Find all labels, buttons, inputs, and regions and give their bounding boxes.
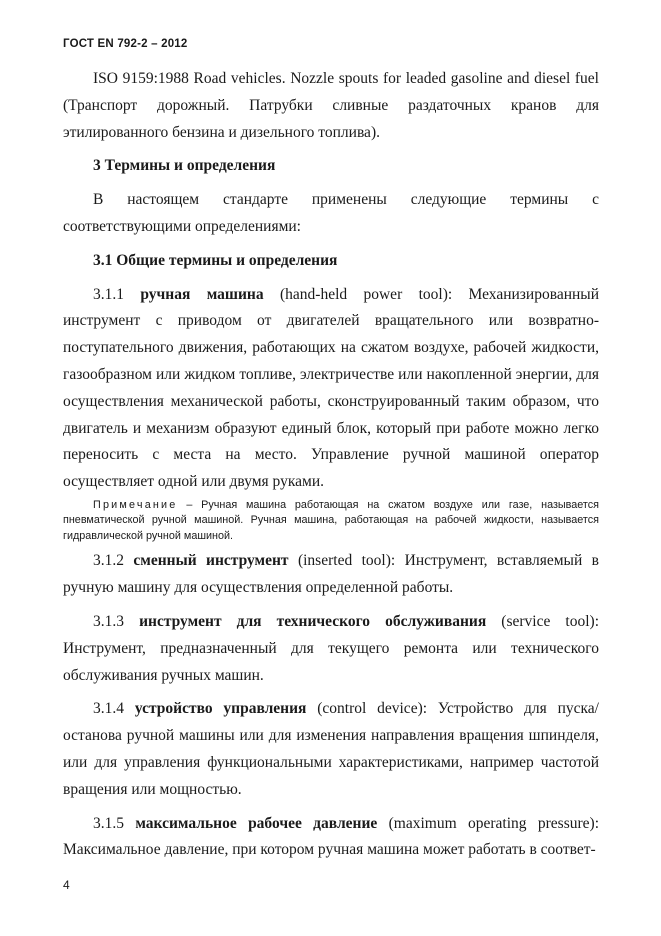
term-3-1-3 [63, 609, 599, 689]
section-3-intro: В настоящем стандарте применены следующие термины с соответствующими определениями: [63, 191, 599, 235]
term-definition: (control device): Устройство для пуска/останова ручной машины или для изменения направления вращения шпинделя, или для управления функциональными характеристиками, например частотой вращения или мощностью. [63, 700, 599, 798]
section-3-1-heading: 3.1 Общие термины и определения [93, 251, 338, 269]
normative-reference-paragraph: ISO 9159:1988 Road vehicles. Nozzle spouts for leaded gasoline and diesel fuel (Транспорт дорожный. Патрубки сливные раздаточных кранов для этилированного бензина и дизельного топлива). [63, 70, 599, 141]
term-definition: (service tool): Инструмент, предназначенный для текущего ремонта или технического обслуживания ручных машин. [63, 613, 600, 684]
term-definition: (hand-held power tool): Механизированный инструмент с приводом от двигателей вращательного или возвратно-поступательного движения, работающих на сжатом воздухе, рабочей жидкости, газообразном или жидком топливе, электричестве или накопленной энергии, для осуществления механической работы, сконструированный таким образом, что двигатель и механизм образуют единый блок, который при работе можно легко переносить с места на место. Управление ручной машиной оператор осуществляет одной или двумя руками. [63, 285, 600, 491]
term-name: ручная машина [140, 285, 264, 303]
term-3-1-5 [63, 811, 599, 865]
page-body [63, 66, 599, 864]
page-number: 4 [63, 878, 70, 892]
term-3-1-1 [63, 282, 599, 496]
note-label: Примечание [93, 498, 178, 511]
term-number: 3.1.5 [93, 814, 124, 832]
term-definition: (maximum operating pressure): Максимальное давление, при котором ручная машина может работать в соответ- [63, 814, 600, 859]
term-number: 3.1.4 [93, 700, 124, 718]
note-text: – Ручная машина работающая на сжатом воздухе или газе, называется пневматической ручной машиной. Ручная машина, работающая на рабочей жидкости, называется гидравлической ручной машиной. [63, 498, 599, 542]
term-name: устройство управления [134, 700, 307, 718]
document-code-header: ГОСТ EN 792-2 – 2012 [63, 38, 188, 50]
term-3-1-4 [63, 696, 599, 803]
term-number: 3.1.3 [93, 613, 124, 631]
term-definition: (inserted tool): Инструмент, вставляемый в ручную машину для осуществления определенной работы. [63, 552, 599, 597]
term-name: максимальное рабочее давление [135, 814, 378, 832]
term-name: сменный инструмент [133, 552, 289, 570]
section-3-heading: 3 Термины и определения [93, 157, 276, 175]
note [63, 498, 599, 545]
term-number: 3.1.1 [93, 285, 124, 303]
term-number: 3.1.2 [93, 552, 124, 570]
term-name: инструмент для технического обслуживания [139, 613, 487, 631]
term-3-1-2 [63, 548, 599, 602]
